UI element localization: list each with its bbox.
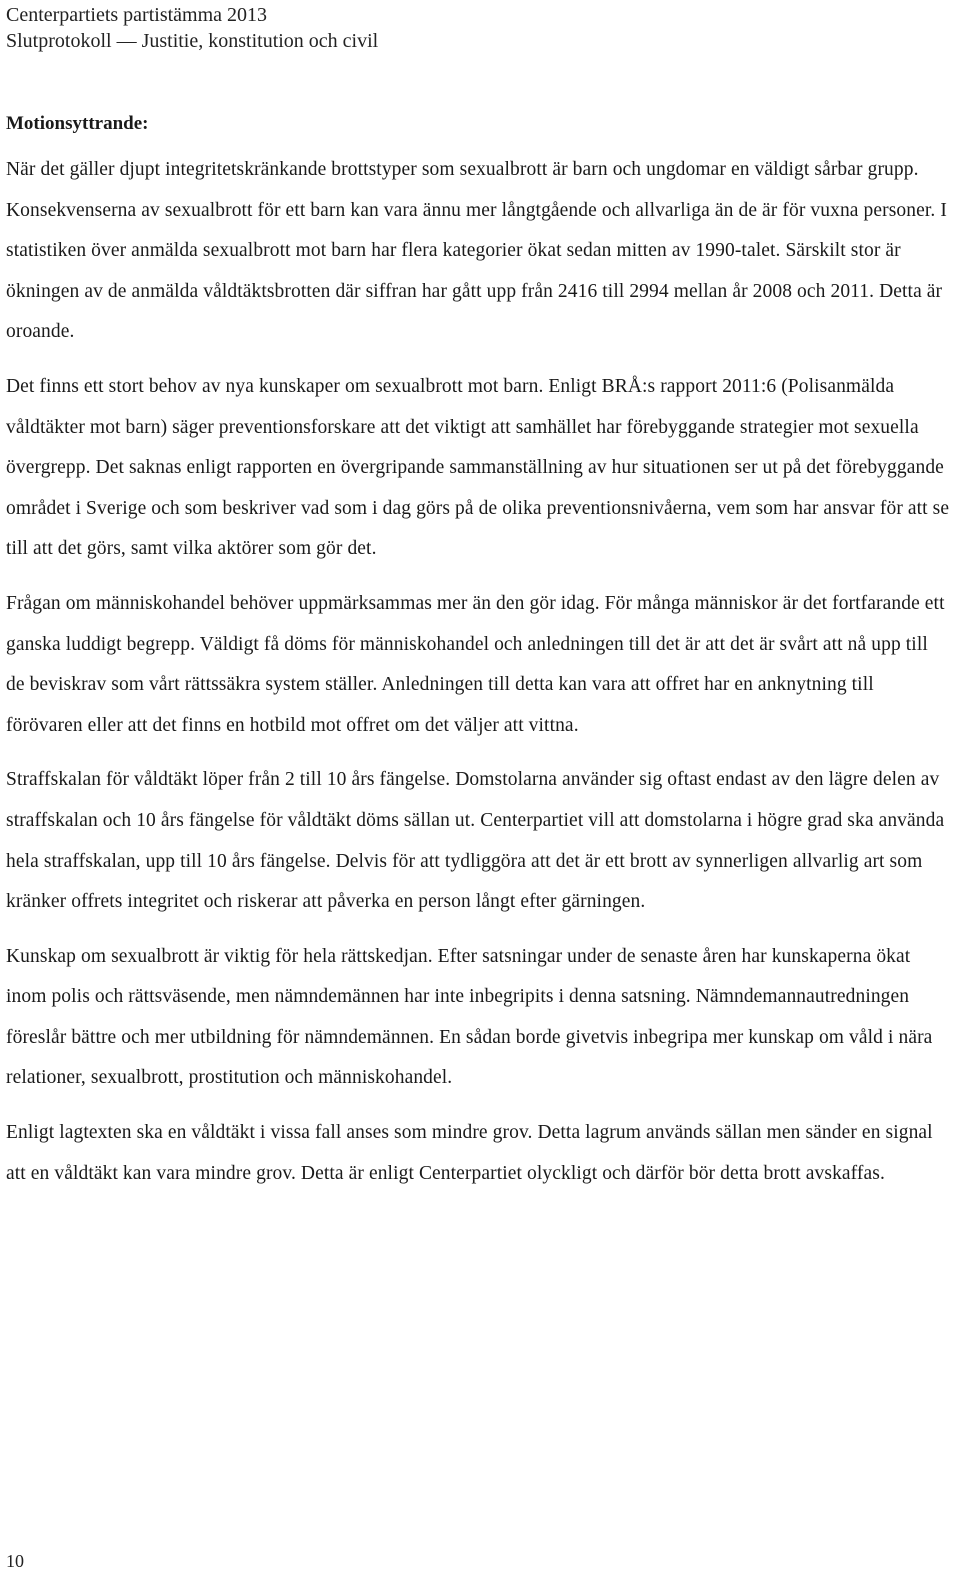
section-heading: Motionsyttrande: [6,113,149,134]
paragraph-4: Straffskalan för våldtäkt löper från 2 till 10 års fängelse. Domstolarna använder sig oftast endast av den lägre delen av straffskalan och 10 års fängelse för våldtäkt döms sällan ut. Centerpartiet vill att domstolarna i högre grad ska använda hela straffskalan, upp till 10 års fängelse. Delvis för att tydliggöra att det är ett brott av synnerligen allvarlig art som kränker offrets integritet och riskerar att påverka en person långt efter gärningen. [6,769,945,913]
page-number: 10 [6,1551,24,1571]
header-title: Centerpartiets partistämma 2013 [6,4,268,26]
paragraph-1: När det gäller djupt integritetskränkande brottstyper som sexualbrott är barn och ungdomar en väldigt sårbar grupp. Konsekvenserna av sexualbrott för ett barn kan vara ännu mer långtgående och allvarliga än de är för vuxna personer. I statistiken över anmälda sexualbrott mot barn har flera kategorier ökat sedan mitten av 1990-talet. Särskilt stor är ökningen av de anmälda våldtäktsbrotten där siffran har gått upp från 2416 till 2994 mellan år 2008 och 2011. Detta är oroande. [6,159,947,343]
document-header [6,2,378,54]
paragraph-3: Frågan om människohandel behöver uppmärksammas mer än den gör idag. För många människor är det fortfarande ett ganska luddigt begrepp. Väldigt få döms för människohandel och anledningen till det är att det är svårt att nå upp till de beviskrav som vårt rättssäkra system ställer. Anledningen till detta kan vara att offret har en anknytning till förövaren eller att det finns en hotbild mot offret om det väljer att vittna. [6,592,945,736]
paragraph-2: Det finns ett stort behov av nya kunskaper om sexualbrott mot barn. Enligt BRÅ:s rapport 2011:6 (Polisanmälda våldtäkter mot barn) säger preventionsforskare att det viktigt att samhället har förebyggande strategier mot sexuella övergrepp. Det saknas enligt rapporten en övergripande sammanställning av hur situationen ser ut på det förebyggande området i Sverige och som beskriver vad som i dag görs på de olika preventionsnivåerna, vem som har ansvar för att se till att det görs, samt vilka aktörer som gör det. [6,375,950,560]
header-subtitle: Slutprotokoll — Justitie, konstitution och civil [6,30,379,52]
paragraph-5: Kunskap om sexualbrott är viktig för hela rättskedjan. Efter satsningar under de senaste åren har kunskaperna ökat inom polis och rättsväsende, men nämndemännen har inte inbegripits i denna satsning. Nämndemannautredningen föreslår bättre och mer utbildning för nämndemännen. En sådan borde givetvis inbegripa mer kunskap om våld i nära relationer, sexualbrott, prostitution och människohandel. [6,945,933,1089]
document-body [6,110,950,1208]
paragraph-6: Enligt lagtexten ska en våldtäkt i vissa fall anses som mindre grov. Detta lagrum används sällan men sänder en signal att en våldtäkt kan vara mindre grov. Detta är enligt Centerpartiet olyckligt och därför bör detta brott avskaffas. [6,1122,933,1184]
